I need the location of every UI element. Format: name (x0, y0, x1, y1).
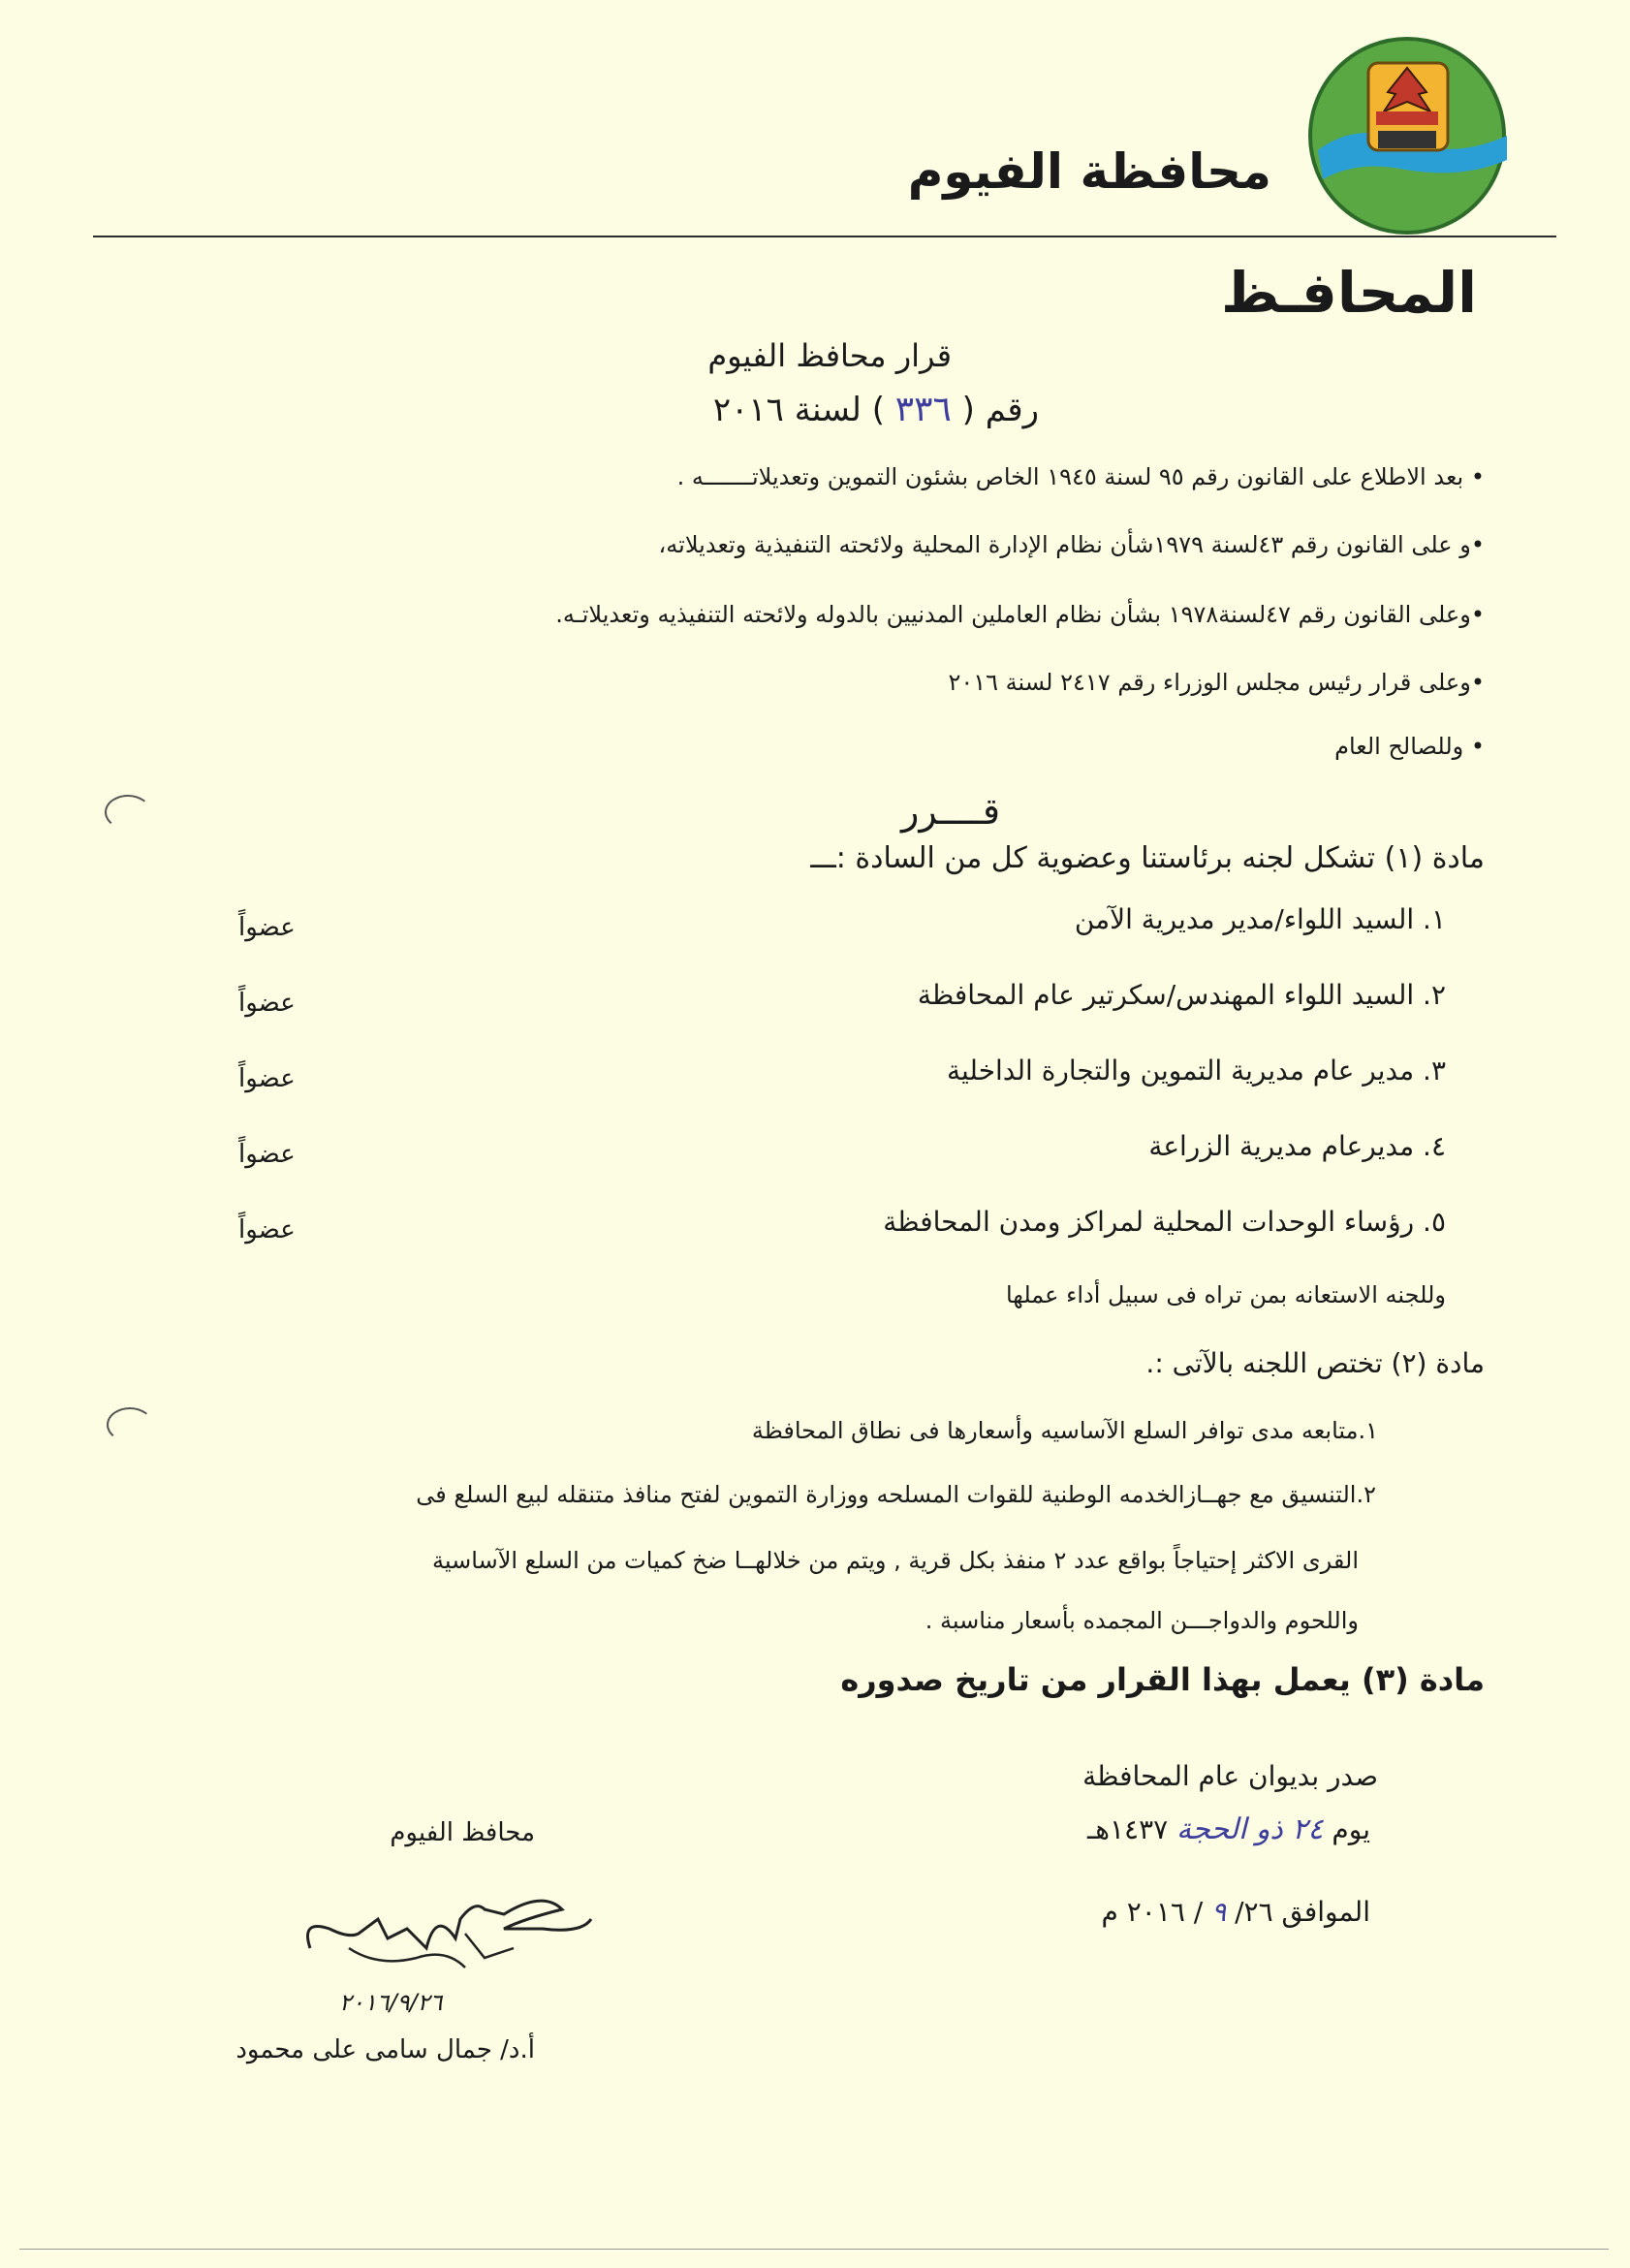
member-role: عضواً (238, 989, 296, 1018)
member-role: عضواً (238, 1215, 296, 1244)
greg-year: / ٢٠١٦ م (1101, 1896, 1204, 1928)
article-2: مادة (٢) تختص اللجنه بالآتى :. (1145, 1347, 1485, 1379)
article-2-item: القرى الاكثر إحتياجاً بواقع عدد ٢ منفذ بكل قرية , ويتم من خلالهــا ضخ كميات من السلع الآساسية (432, 1547, 1359, 1574)
article-2-item: واللحوم والدواجـــن المجمده بأسعار مناسبة . (925, 1607, 1359, 1634)
hijri-day-handwritten: ٢٤ ذو الحجة (1176, 1812, 1324, 1846)
greg-prefix: الموافق (1281, 1896, 1370, 1928)
office-title: المحافـظ (1220, 260, 1477, 326)
punch-hole-mark (107, 1407, 153, 1442)
hijri-date (1087, 1812, 1370, 1846)
governorate-logo (1299, 34, 1517, 237)
decision-title: قرار محافظ الفيوم (707, 337, 952, 374)
member-role: عضواً (238, 1140, 296, 1169)
article-2-item: ٢.التنسيق مع جهــازالخدمه الوطنية للقوات المسلحه ووزارة التموين لفتح منافذ متنقله لبيع السلع فى (416, 1481, 1376, 1508)
preamble-line: •و على القانون رقم ٤٣لسنة ١٩٧٩شأن نظام الإدارة المحلية ولائحته التنفيذية وتعديلاته، (658, 531, 1485, 558)
preamble-line: •وعلى قرار رئيس مجلس الوزراء رقم ٢٤١٧ لسنة ٢٠١٦ (948, 669, 1485, 696)
member-name: ٥. رؤساء الوحدات المحلية لمراكز ومدن المحافظة (883, 1206, 1446, 1238)
preamble-line: • بعد الاطلاع على القانون رقم ٩٥ لسنة ١٩٤٥ الخاص بشئون التموين وتعديلاتـــــــه . (676, 463, 1485, 490)
issuance-line: صدر بديوان عام المحافظة (1082, 1760, 1378, 1792)
header-divider (93, 236, 1556, 237)
member-name: ٣. مدير عام مديرية التموين والتجارة الداخلية (946, 1055, 1446, 1087)
page-edge (19, 2249, 1609, 2250)
signature-date-handwritten: ٢٠١٦/٩/٢٦ (339, 1989, 443, 2016)
member-name: ٤. مديرعام مديرية الزراعة (1148, 1130, 1446, 1162)
member-role: عضواً (238, 913, 296, 942)
decided-heading: قــــرر (900, 790, 1000, 833)
signatory-name: أ.د/ جمال سامى على محمود (235, 2035, 535, 2064)
signatory-title: محافظ الفيوم (390, 1818, 535, 1847)
article-3: مادة (٣) يعمل بهذا القرار من تاريخ صدوره (840, 1661, 1485, 1698)
punch-hole-mark (105, 795, 151, 830)
hijri-prefix: يوم (1332, 1813, 1370, 1845)
article-2-item: ١.متابعه مدى توافر السلع الآساسيه وأسعارها فى نطاق المحافظة (751, 1417, 1378, 1444)
gregorian-date (1101, 1896, 1370, 1928)
greg-month: ٩ (1211, 1896, 1227, 1928)
preamble-line: •وعلى القانون رقم ٤٧لسنة١٩٧٨ بشأن نظام العاملين المدنيين بالدوله ولائحته التنفيذيه وتعديلاتـه. (555, 601, 1485, 628)
article-1: مادة (١) تشكل لجنه برئاستنا وعضوية كل من السادة :ـــ (810, 841, 1485, 875)
member-name: ٢. السيد اللواء المهندس/سكرتير عام المحافظة (917, 979, 1446, 1011)
hijri-year: ١٤٣٧هـ (1087, 1813, 1169, 1845)
member-role: عضواً (238, 1064, 296, 1093)
number-prefix: رقم ( (961, 391, 1039, 429)
number-suffix: ) لسنة ٢٠١٦ (712, 391, 885, 429)
greg-day: ٢٦/ (1235, 1896, 1273, 1928)
member-name: ١. السيد اللواء/مدير مديرية الآمن (1074, 903, 1446, 935)
governorate-name: محافظة الفيوم (907, 143, 1271, 200)
decision-number (713, 390, 1039, 429)
article-1-note: وللجنه الاستعانه بمن تراه فى سبيل أداء عملها (1005, 1281, 1446, 1308)
preamble-line: • وللصالح العام (1334, 733, 1485, 760)
number-handwritten: ٣٣٦ (894, 390, 952, 429)
